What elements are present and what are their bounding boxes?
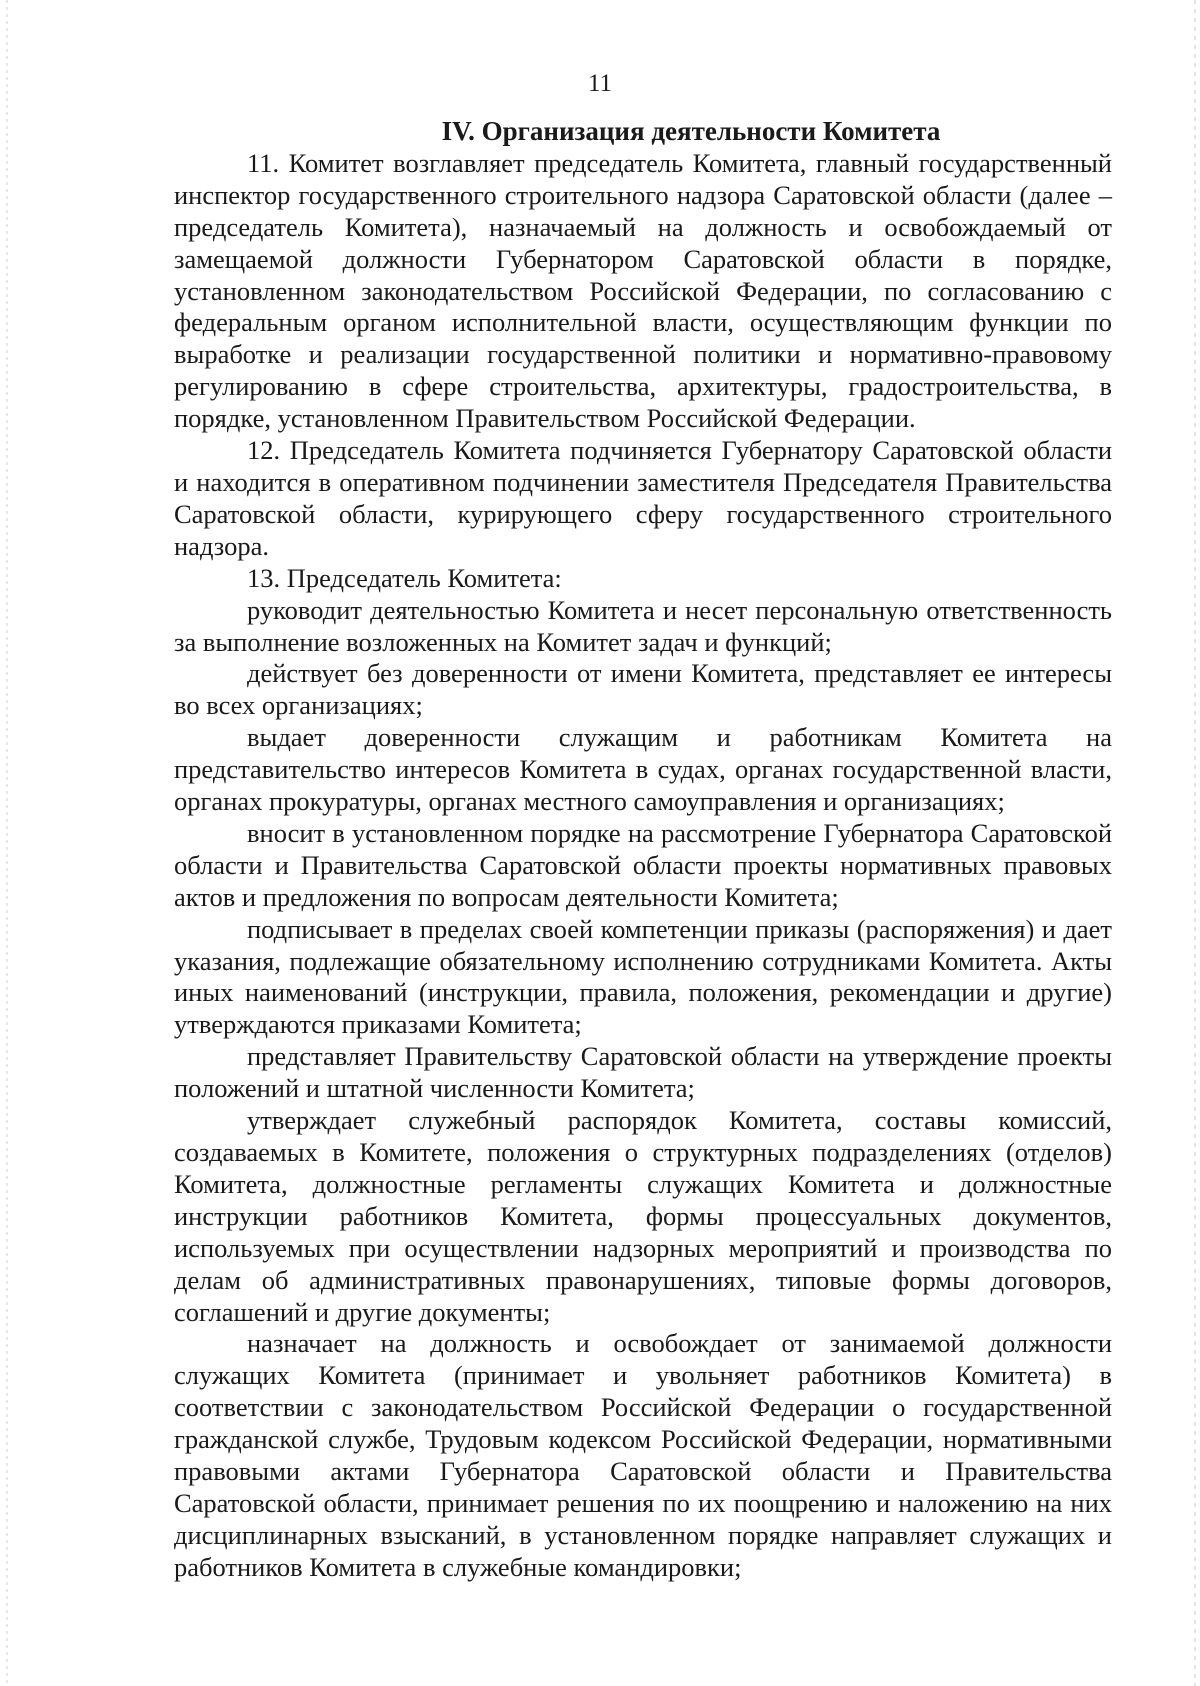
duty-item: подписывает в пределах своей компетенции приказы (распоряжения) и дает указания, подлежащие обязательному исполнению сотрудниками Комитета. Акты иных наименований (инструкции, правила, положения, рекомендации и другие) утверждаются приказами Комитета; bbox=[174, 913, 1112, 1040]
duty-item: представляет Правительству Саратовской области на утверждение проекты положений и штатной численности Комитета; bbox=[174, 1041, 1112, 1104]
section-heading: IV. Организация деятельности Комитета bbox=[441, 116, 941, 146]
duty-item: вносит в установленном порядке на рассмотрение Губернатора Саратовской области и Правительства Саратовской области проекты нормативных правовых актов и предложения по вопросам деятельности Комитета; bbox=[174, 817, 1112, 912]
duty-item: утверждает служебный распорядок Комитета, составы комиссий, создаваемых в Комитете, положения о структурных подразделениях (отделов) Комитета, должностные регламенты служащих Комитета и должностные инструкции работников Комитета, формы процессуальных документов, используемых при осуществлении надзорных мероприятий и производства по делам об административных правонарушениях, типовые формы договоров, соглашений и другие документы; bbox=[174, 1105, 1112, 1327]
scan-edge-left bbox=[6, 0, 8, 1686]
document-body bbox=[174, 116, 1112, 1584]
duty-item: руководит деятельностью Комитета и несет персональную ответственность за выполнение возложенных на Комитет задач и функций; bbox=[174, 594, 1112, 657]
paragraph-13: 13. Председатель Комитета: bbox=[247, 562, 562, 593]
paragraph-11: 11. Комитет возглавляет председатель Комитета, главный государственный инспектор государственного строительного надзора Саратовской области (далее – председатель Комитета), назначаемый на должность и освобождаемый от замещаемой должности Губернатором Саратовской области в порядке, установленном законодательством Российской Федерации, по согласованию с федеральным органом исполнительной власти, осуществляющим функции по выработке и реализации государственной политики и нормативно-правовому регулированию в сфере строительства, архитектуры, градостроительства, в порядке, установленном Правительством Российской Федерации. bbox=[174, 147, 1112, 434]
scan-edge-right bbox=[1194, 0, 1196, 1686]
duty-item: действует без доверенности от имени Комитета, представляет ее интересы во всех организациях; bbox=[174, 658, 1112, 721]
paragraph-12: 12. Председатель Комитета подчиняется Губернатору Саратовской области и находится в оперативном подчинении заместителя Председателя Правительства Саратовской области, курирующего сферу государственного строительного надзора. bbox=[174, 435, 1112, 561]
page-number: 11 bbox=[587, 70, 613, 97]
duty-item: выдает доверенности служащим и работникам Комитета на представительство интересов Комитета в судах, органах государственной власти, органах прокуратуры, органах местного самоуправления и организациях; bbox=[174, 722, 1112, 817]
duty-item: назначает на должность и освобождает от занимаемой должности служащих Комитета (принимает и увольняет работников Комитета) в соответствии с законодательством Российской Федерации о государственной гражданской службе, Трудовым кодексом Российской Федерации, нормативными правовыми актами Губернатора Саратовской области и Правительства Саратовской области, принимает решения по их поощрению и наложению на них дисциплинарных взысканий, в установленном порядке направляет служащих и работников Комитета в служебные командировки; bbox=[174, 1328, 1112, 1582]
